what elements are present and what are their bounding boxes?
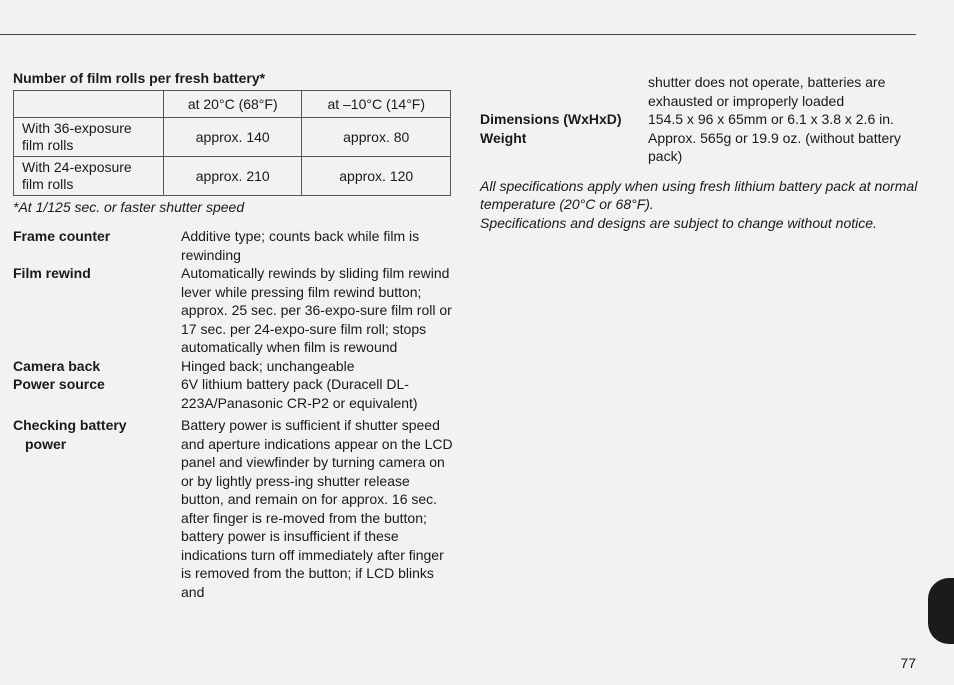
page-number: 77 bbox=[900, 655, 916, 671]
spec-term-line2: power bbox=[25, 435, 67, 452]
spec-term bbox=[13, 416, 181, 601]
spec-checking-battery bbox=[13, 416, 453, 601]
spec-weight bbox=[480, 129, 920, 166]
spec-desc: 154.5 x 96 x 65mm or 6.1 x 3.8 x 2.6 in. bbox=[648, 111, 894, 127]
spec-desc: Additive type; counts back while film is rewinding bbox=[181, 228, 420, 263]
row-label: With 24-exposure film rolls bbox=[14, 157, 164, 196]
spec-frame-counter bbox=[13, 227, 453, 264]
table-header-empty bbox=[14, 91, 164, 118]
cell-warm: approx. 140 bbox=[164, 118, 302, 157]
row-label: With 36-exposure film rolls bbox=[14, 118, 164, 157]
spec-term-line1: Checking battery bbox=[13, 417, 127, 433]
spec-power-source bbox=[13, 375, 453, 412]
spec-desc: Automatically rewinds by sliding film rewind lever while pressing film rewind button; approx. 25 sec. per 36-expo-sure film roll or 17 sec. per 24-expo-sure film roll; stops automatically when film is rewound bbox=[181, 265, 452, 355]
cell-cold: approx. 120 bbox=[302, 157, 451, 196]
note-line: All specifications apply when using fresh lithium battery pack at normal temperature (20°C or 68°F). bbox=[480, 177, 918, 212]
page-tab-marker bbox=[928, 578, 954, 644]
spec-desc: 6V lithium battery pack (Duracell DL-223A/Panasonic CR-P2 or equivalent) bbox=[181, 376, 418, 411]
film-rolls-table bbox=[13, 90, 451, 196]
spec-notes bbox=[480, 177, 920, 233]
cell-cold: approx. 80 bbox=[302, 118, 451, 157]
left-column bbox=[13, 70, 453, 601]
spec-desc: Approx. 565g or 19.9 oz. (without battery pack) bbox=[648, 129, 901, 164]
film-rolls-title: Number of film rolls per fresh battery* bbox=[13, 70, 266, 86]
table-header-warm: at 20°C (68°F) bbox=[164, 91, 302, 118]
cell-warm: approx. 210 bbox=[164, 157, 302, 196]
spec-term: Dimensions (WxHxD) bbox=[480, 111, 622, 127]
spec-term: Weight bbox=[480, 129, 527, 146]
right-column bbox=[480, 73, 920, 232]
table-footnote: *At 1/125 sec. or faster shutter speed bbox=[13, 199, 245, 215]
spec-term: Power source bbox=[13, 376, 105, 392]
spec-dimensions bbox=[480, 110, 920, 129]
top-rule bbox=[0, 34, 916, 35]
spec-desc: Hinged back; unchangeable bbox=[181, 357, 355, 374]
spec-term: Camera back bbox=[13, 357, 101, 374]
table-header-cold: at –10°C (14°F) bbox=[302, 91, 451, 118]
table-row bbox=[14, 118, 451, 157]
spec-camera-back bbox=[13, 357, 453, 376]
spec-term: Film rewind bbox=[13, 265, 91, 281]
note-line: Specifications and designs are subject to change without notice. bbox=[480, 214, 877, 231]
spec-desc: Battery power is sufficient if shutter speed and aperture indications appear on the LCD panel and viewfinder by turning camera on or by lightly press-ing shutter release button, and remain on for approx. 16 sec. after finger is re-moved from the button; battery power is insufficient if these indications turn off immediately after finger is removed from the button; if LCD blinks and bbox=[181, 417, 453, 600]
spec-term: Frame counter bbox=[13, 228, 111, 244]
table-row bbox=[14, 157, 451, 196]
spec-film-rewind bbox=[13, 264, 453, 357]
battery-continuation: shutter does not operate, batteries are exhausted or improperly loaded bbox=[648, 74, 886, 109]
